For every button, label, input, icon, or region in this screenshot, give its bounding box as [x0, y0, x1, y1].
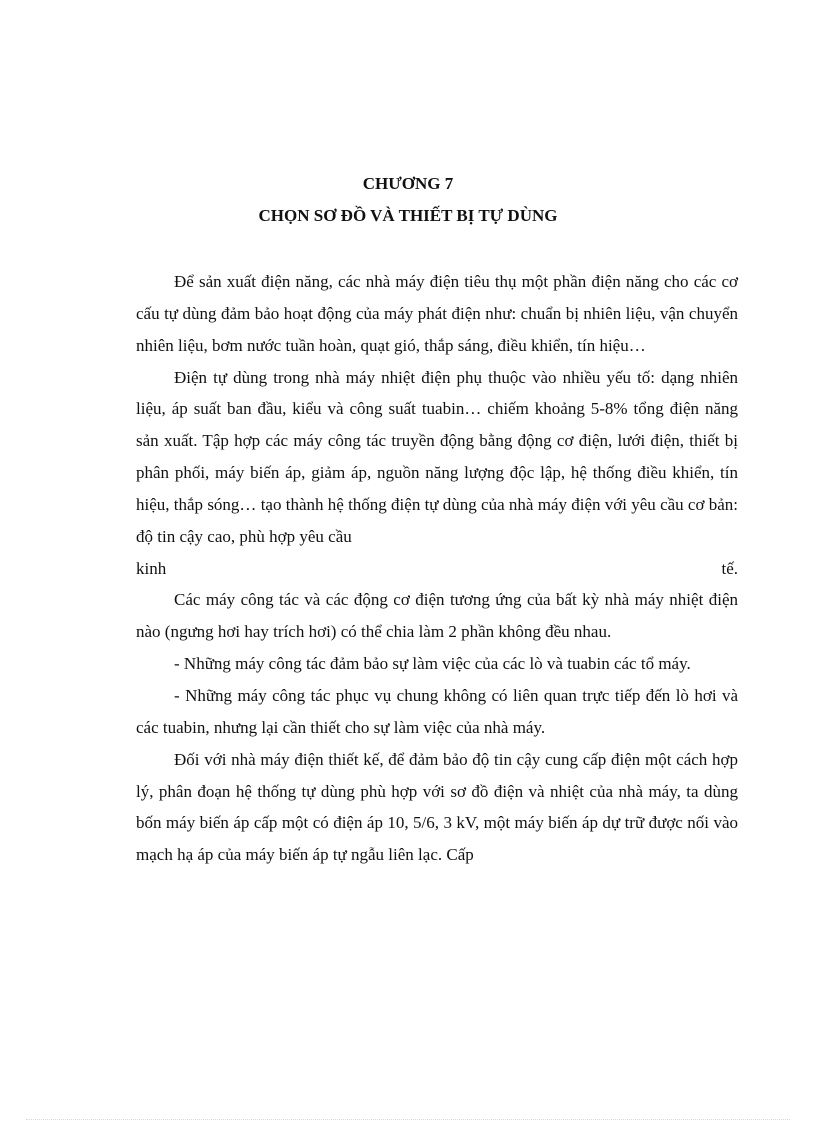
paragraph-intro: Để sản xuất điện năng, các nhà máy điện tiêu thụ một phần điện năng cho các cơ cấu tự dùng đảm bảo hoạt động của máy phát điện như: chuẩn bị nhiên liệu, vận chuyển nhiên liệu, bơm nước tuần hoàn, quạt gió, thắp sáng, điều khiển, tín hiệu…: [136, 272, 738, 355]
paragraph-machine-groups: Các máy công tác và các động cơ điện tương ứng của bất kỳ nhà máy nhiệt điện nào (ngưng hơi hay trích hơi) có thể chia làm 2 phần không đều nhau.: [136, 590, 738, 642]
chapter-title: CHỌN SƠ ĐỒ VÀ THIẾT BỊ TỰ DÙNG: [258, 206, 558, 225]
list-item-common-service: - Những máy công tác phục vụ chung không có liên quan trực tiếp đến lò hơi và các tuabin, nhưng lại cần thiết cho sự làm việc của nhà máy.: [136, 685, 738, 737]
paragraph-self-use-power: Điện tự dùng trong nhà máy nhiệt điện phụ thuộc vào nhiều yếu tố: dạng nhiên liệu, áp suất ban đầu, kiểu và công suất tuabin… chiếm khoảng 5-8% tổng điện năng sản xuất. Tập hợp các máy công tác truyền động bằng động cơ điện, lưới điện, thiết bị phân phối, máy biến áp, giảm áp, nguồn năng lượng độc lập, hệ thống điều khiển, tín hiệu, thắp sóng… tạo thành hệ thống điện tự dùng của nhà máy điện với yêu cầu cơ bản: độ tin cậy cao, phù hợp yêu cầu: [136, 367, 738, 546]
page-bottom-rule: [26, 1119, 790, 1120]
paragraph-design-transformers: Đối với nhà máy điện thiết kế, để đảm bảo độ tin cậy cung cấp điện một cách hợp lý, phân đoạn hệ thống tự dùng phù hợp với sơ đồ điện và nhiệt của nhà máy, ta dùng bốn máy biến áp cấp một có điện áp 10, 5/6, 3 kV, một máy biến áp dự trữ được nối vào mạch hạ áp của máy biến áp tự ngẫu liên lạc. Cấp: [136, 749, 738, 865]
document-body: [136, 266, 738, 871]
list-item-boiler-turbine: - Những máy công tác đảm bảo sự làm việc của các lò và tuabin các tổ máy.: [174, 654, 691, 674]
paragraph-self-use-power-end: kinh tế.: [136, 558, 738, 578]
chapter-number: CHƯƠNG 7: [362, 174, 454, 193]
